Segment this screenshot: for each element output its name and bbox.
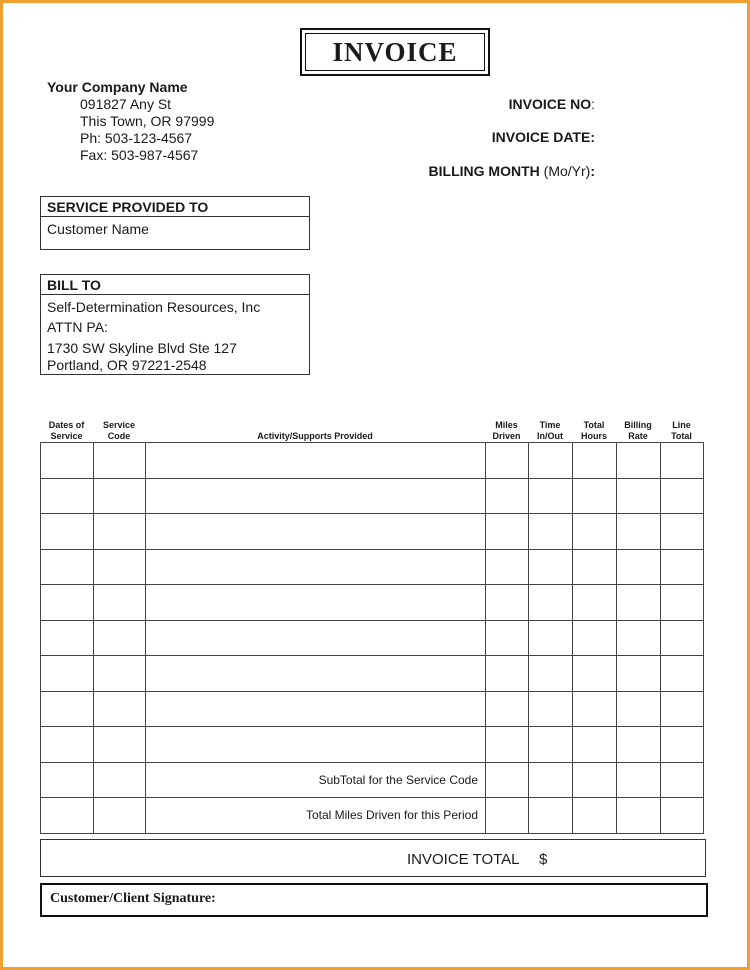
table-cell[interactable] (617, 514, 661, 550)
table-cell[interactable] (529, 727, 573, 763)
table-cell[interactable] (573, 549, 617, 585)
table-cell[interactable] (146, 549, 486, 585)
table-cell[interactable] (529, 798, 573, 834)
table-cell[interactable] (94, 762, 146, 798)
table-row (41, 762, 704, 798)
company-address-line: This Town, OR 97999 (80, 113, 215, 129)
table-row (41, 656, 704, 692)
table-cell[interactable] (146, 620, 486, 656)
table-cell[interactable] (41, 656, 94, 692)
table-cell[interactable] (94, 727, 146, 763)
table-cell[interactable] (573, 762, 617, 798)
invoice-no-label: INVOICE NO: (508, 96, 595, 112)
table-cell[interactable] (146, 585, 486, 621)
bill-to-line: 1730 SW Skyline Blvd Ste 127 (47, 340, 237, 356)
table-cell[interactable] (617, 549, 661, 585)
table-cell[interactable] (486, 549, 529, 585)
table-cell[interactable] (617, 691, 661, 727)
bill-to-header: BILL TO (41, 275, 309, 295)
invoice-total-currency: $ (539, 851, 548, 868)
table-cell[interactable] (94, 691, 146, 727)
table-cell[interactable] (573, 656, 617, 692)
table-row (41, 549, 704, 585)
company-name: Your Company Name (47, 79, 188, 95)
table-cell[interactable] (529, 478, 573, 514)
table-cell[interactable] (661, 585, 704, 621)
table-cell[interactable] (529, 656, 573, 692)
table-cell[interactable] (573, 727, 617, 763)
table-cell[interactable] (94, 478, 146, 514)
table-cell[interactable] (41, 478, 94, 514)
table-cell[interactable] (661, 443, 704, 479)
service-provided-box (40, 196, 310, 250)
column-header-total-hours: Total Hours (580, 420, 607, 441)
table-cell[interactable] (617, 656, 661, 692)
column-header-activity: Activity/Supports Provided (257, 431, 373, 441)
invoice-date-label: INVOICE DATE: (491, 129, 595, 145)
table-cell[interactable] (573, 443, 617, 479)
signature-box (40, 883, 708, 917)
table-cell[interactable] (529, 443, 573, 479)
table-cell[interactable] (529, 620, 573, 656)
table-cell[interactable] (41, 762, 94, 798)
bill-to-line: ATTN PA: (47, 319, 108, 335)
table-row (41, 798, 704, 834)
table-row (41, 691, 704, 727)
table-cell[interactable] (529, 549, 573, 585)
table-cell[interactable] (486, 514, 529, 550)
table-cell[interactable] (661, 691, 704, 727)
table-cell[interactable] (573, 620, 617, 656)
subtotal-label: SubTotal for the Service Code (146, 762, 486, 798)
activity-table (40, 442, 704, 834)
table-cell[interactable] (486, 478, 529, 514)
column-header-line-total: Line Total (671, 420, 692, 441)
table-cell[interactable] (617, 585, 661, 621)
table-cell[interactable] (617, 478, 661, 514)
signature-label: Customer/Client Signature: (50, 891, 216, 906)
table-cell[interactable] (617, 443, 661, 479)
bill-to-box (40, 274, 310, 375)
billing-month-label: BILLING MONTH (Mo/Yr): (428, 163, 595, 179)
table-cell[interactable] (529, 585, 573, 621)
table-cell[interactable] (94, 549, 146, 585)
table-cell[interactable] (573, 798, 617, 834)
total-miles-label: Total Miles Driven for this Period (146, 798, 486, 834)
table-cell[interactable] (94, 656, 146, 692)
customer-name: Customer Name (47, 221, 149, 237)
table-cell[interactable] (41, 549, 94, 585)
bill-to-line: Portland, OR 97221-2548 (47, 357, 207, 373)
table-cell[interactable] (617, 762, 661, 798)
table-cell[interactable] (661, 656, 704, 692)
table-cell[interactable] (94, 443, 146, 479)
table-cell[interactable] (661, 620, 704, 656)
table-cell[interactable] (573, 478, 617, 514)
table-cell[interactable] (617, 727, 661, 763)
table-cell[interactable] (661, 514, 704, 550)
table-cell[interactable] (146, 514, 486, 550)
table-cell[interactable] (661, 798, 704, 834)
table-cell[interactable] (529, 691, 573, 727)
table-cell[interactable] (146, 478, 486, 514)
invoice-title: INVOICE (305, 33, 485, 71)
table-cell[interactable] (41, 691, 94, 727)
table-cell[interactable] (573, 691, 617, 727)
table-row (41, 620, 704, 656)
table-cell[interactable] (94, 585, 146, 621)
invoice-total-label: INVOICE TOTAL (407, 851, 520, 868)
table-cell[interactable] (486, 656, 529, 692)
table-cell[interactable] (617, 620, 661, 656)
table-cell[interactable] (41, 727, 94, 763)
table-cell[interactable] (486, 798, 529, 834)
table-cell[interactable] (661, 727, 704, 763)
table-cell[interactable] (41, 443, 94, 479)
table-cell[interactable] (529, 762, 573, 798)
table-cell[interactable] (486, 762, 529, 798)
table-cell[interactable] (617, 798, 661, 834)
table-row (41, 514, 704, 550)
company-block (47, 79, 214, 164)
table-cell[interactable] (94, 620, 146, 656)
table-cell[interactable] (146, 727, 486, 763)
table-row (41, 727, 704, 763)
table-cell[interactable] (41, 514, 94, 550)
company-phone: Ph: 503-123-4567 (80, 130, 193, 146)
table-row (41, 443, 704, 479)
table-cell[interactable] (94, 514, 146, 550)
table-cell[interactable] (661, 549, 704, 585)
table-cell[interactable] (41, 798, 94, 834)
table-cell[interactable] (573, 585, 617, 621)
table-cell[interactable] (146, 691, 486, 727)
column-header-service-code: Service Code (102, 420, 136, 441)
column-header-time: Time In/Out (537, 420, 563, 441)
column-header-billing-rate: Billing Rate (624, 420, 652, 441)
table-cell[interactable] (529, 514, 573, 550)
service-provided-header: SERVICE PROVIDED TO (41, 197, 309, 217)
table-cell[interactable] (486, 443, 529, 479)
table-cell[interactable] (486, 691, 529, 727)
column-header-miles: Miles Driven (492, 420, 521, 441)
table-row (41, 478, 704, 514)
table-cell[interactable] (486, 585, 529, 621)
table-cell[interactable] (146, 443, 486, 479)
table-cell[interactable] (573, 514, 617, 550)
column-header-dates: Dates of Service (48, 420, 85, 441)
invoice-total-box (40, 839, 706, 877)
table-cell[interactable] (661, 762, 704, 798)
table-row (41, 585, 704, 621)
invoice-title-box (300, 28, 490, 76)
table-cell[interactable] (41, 620, 94, 656)
table-cell[interactable] (486, 620, 529, 656)
table-cell[interactable] (486, 727, 529, 763)
table-cell[interactable] (94, 798, 146, 834)
table-cell[interactable] (146, 656, 486, 692)
company-address-line: 091827 Any St (80, 96, 172, 112)
bill-to-line: Self-Determination Resources, Inc (47, 299, 261, 315)
company-fax: Fax: 503-987-4567 (80, 147, 199, 163)
table-cell[interactable] (661, 478, 704, 514)
table-cell[interactable] (41, 585, 94, 621)
